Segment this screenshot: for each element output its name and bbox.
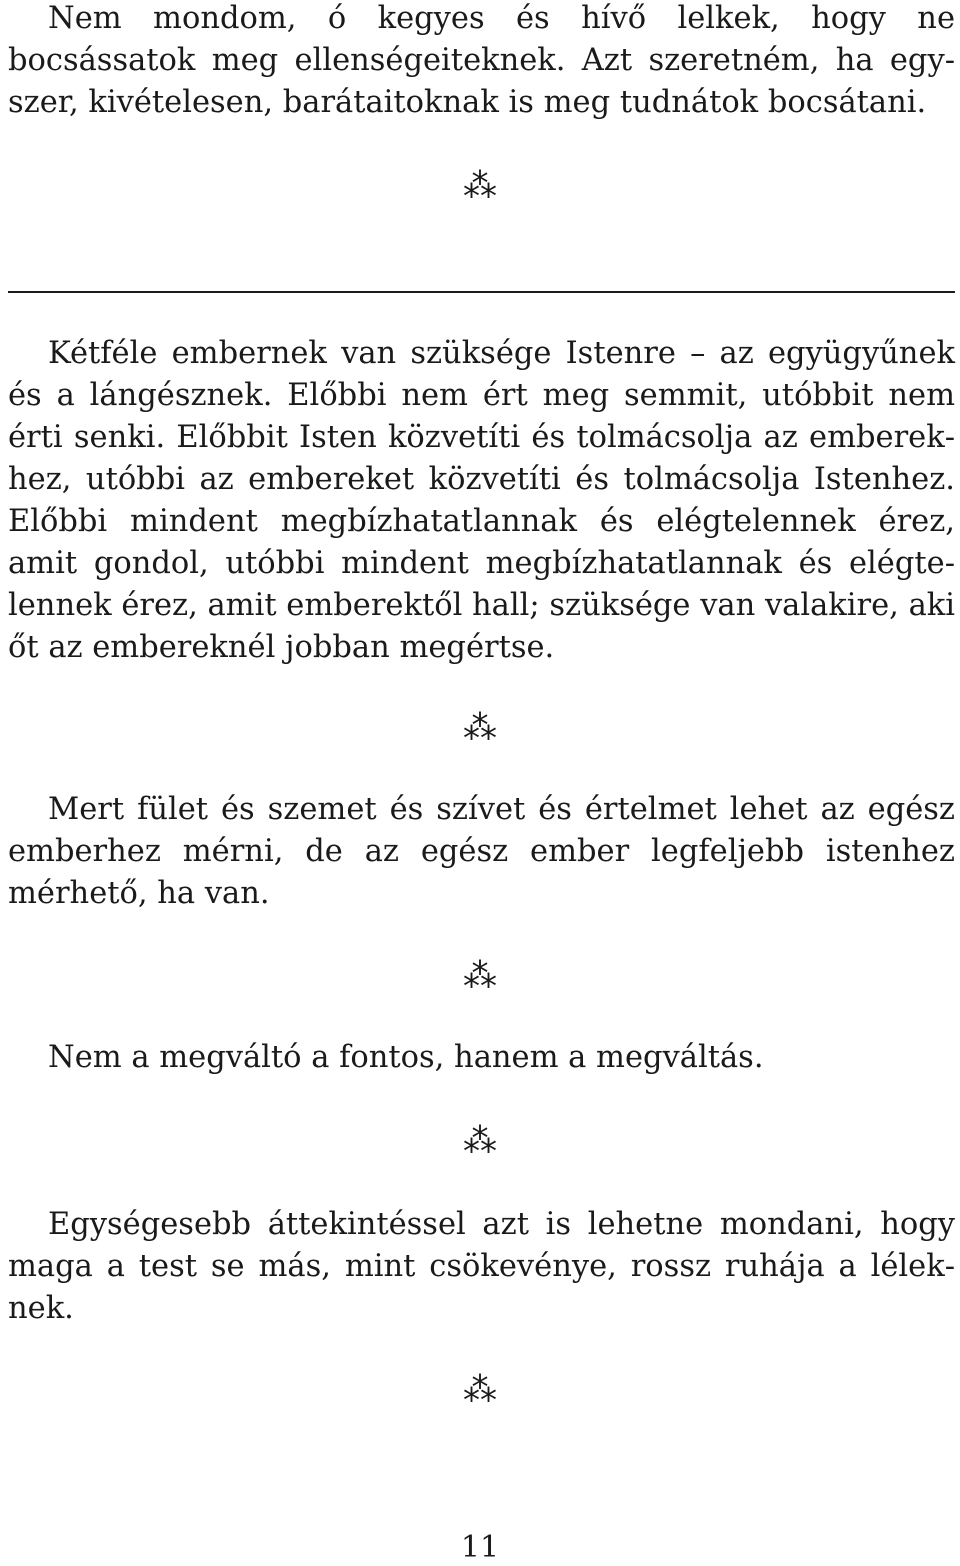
page-number: 11 bbox=[460, 1530, 500, 1565]
horizontal-rule bbox=[8, 291, 955, 293]
asterism-separator-1: ⁂ bbox=[463, 166, 497, 206]
asterism-separator-2: ⁂ bbox=[463, 708, 497, 748]
paragraph-1: Nem mondom, ó kegyes és hívő lelkek, hogy ne bocsássatok meg ellenségeiteknek. Azt szeretném, ha egyszer, kivételesen, barátaitoknak is meg tudnátok bocsátani. bbox=[8, 1, 955, 120]
paragraph-2: Kétféle embernek van szüksége Istenre – az együgyűnek és a lángésznek. Előbbi nem ért meg semmit, utóbbit nem érti senki. Előbbit Isten közvetíti és tolmácsolja az emberekhez, utóbbi az embereket közvetíti és tolmácsolja Istenhez. Előbbi mindent megbízhatatlannak és elégtelennek érez, amit gondol, utóbbi mindent megbízhatatlannak és elégtelennek érez, amit emberektől hall; szüksége van valakire, aki őt az embereknél jobban megértse. bbox=[8, 336, 955, 665]
paragraph-4: Nem a megváltó a fontos, hanem a megváltás. bbox=[48, 1040, 764, 1075]
paragraph-5: Egységesebb áttekintéssel azt is lehetne mondani, hogy maga a test se más, mint csökevénye, rossz ruhája a léleknek. bbox=[8, 1207, 955, 1326]
asterism-separator-5: ⁂ bbox=[463, 1370, 497, 1410]
paragraph-3: Mert fület és szemet és szívet és értelmet lehet az egész emberhez mérni, de az egész ember legfeljebb istenhez mérhető, ha van. bbox=[8, 792, 955, 911]
asterism-separator-4: ⁂ bbox=[463, 1121, 497, 1161]
asterism-separator-3: ⁂ bbox=[463, 956, 497, 996]
